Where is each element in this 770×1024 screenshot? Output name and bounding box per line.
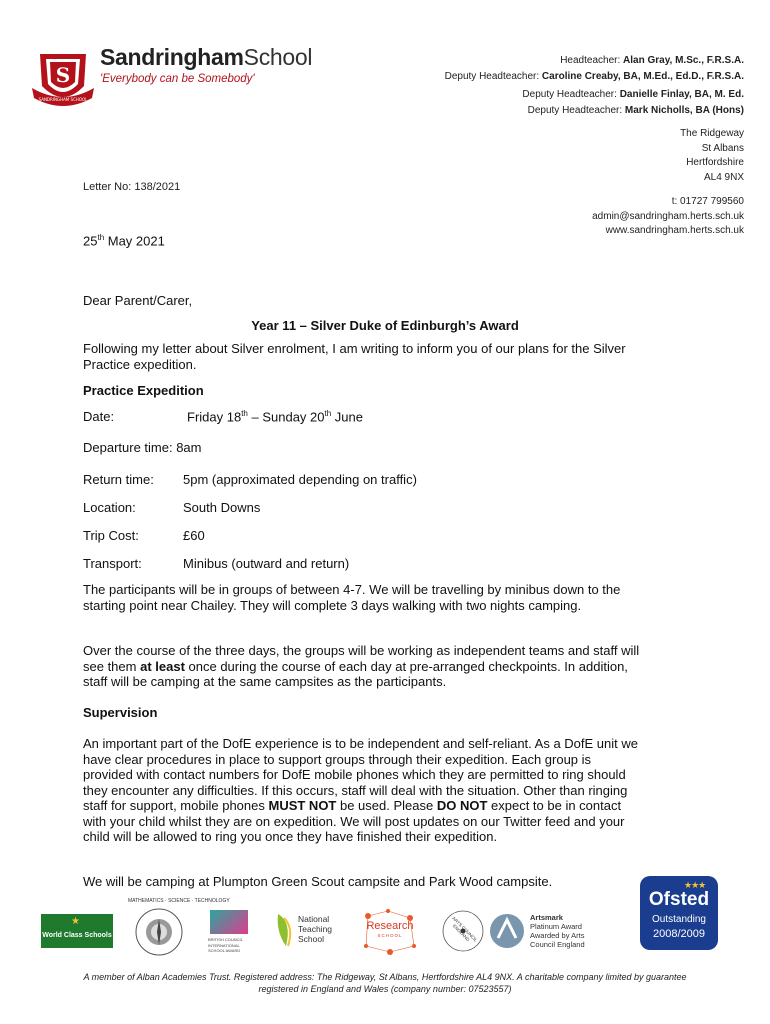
website-link[interactable]: www.sandringham.herts.sch.uk [605,225,744,236]
school-address [680,127,744,185]
headteacher-line [560,55,744,66]
footer-line: A member of Alban Academies Trust. Registered address: The Ridgeway, St Albans, Hertfordshire AL4 9NX. A charitable company limited by guarantee [83,972,687,982]
date-end-suffix: th [324,409,332,418]
accreditation-logos [38,874,728,964]
date-month-year: May 2021 [104,233,165,249]
date-day: 25 [83,233,98,249]
staff-role: Deputy Headteacher: [444,71,540,82]
logo-label-line: National [298,914,330,924]
detail-value [187,409,363,424]
ofsted-outstanding-logo [640,876,718,950]
return-time-row [83,472,543,490]
paragraph-text: once during the course of each day at pre-arranged checkpoints. In addition, staff will be camping at the same campsites as the participants. [83,658,628,689]
logo-label-line: Artsmark [530,913,563,922]
logo-label: INTERNATIONAL SCHOOL AWARD [208,943,241,953]
logo-label-line: School [298,934,324,944]
research-school-logo [358,906,422,956]
international-school-award-logo [208,910,250,954]
logo-label: BRITISH COUNCIL [208,937,243,942]
trip-cost-row [83,528,483,546]
leaf-icon [274,910,296,950]
school-crest-logo [30,48,96,110]
world-class-schools-logo [41,914,113,948]
staff-name: Danielle Finlay, BA, M. Ed. [619,89,744,100]
detail-value: Minibus (outward and return) [183,556,350,571]
date-month: June [331,409,363,425]
intro-paragraph: Following my letter about Silver enrolment, I am writing to inform you of our plans for the Silver Practice expedition. [83,341,626,372]
logo-label: 2008/2009 [653,928,705,940]
phone-number: t: 01727 799560 [671,196,744,207]
letter-date [83,233,165,248]
school-motto: 'Everybody can be Somebody' [100,73,255,85]
email-link[interactable]: admin@sandringham.herts.sch.uk [592,210,744,222]
national-teaching-school-logo [274,910,344,954]
paragraph-text: An important part of the DofE experience is to be independent and self-reliant. As a DofE unit we have clear procedures in place to support groups through their expedition. Each group is provided with contact numbers for DofE mobile phones which they are permitted to ring should they encounter any difficulties. If this occurs, staff will deal with the situation. Other than ringing staff for support, mobile phones [83,736,638,813]
paragraph-text: be used. Please [336,798,437,813]
logo-label-line: Teaching [298,924,333,934]
isa-globe-icon [210,910,248,934]
detail-value: 5pm (approximated depending on traffic) [183,472,417,487]
address-line: St Albans [701,142,744,154]
logo-label: Research [366,920,414,932]
deputy-headteacher-line [528,105,744,116]
staff-role: Headteacher: [560,55,621,66]
detail-value: South Downs [183,500,261,515]
logo-label [530,913,585,949]
deputy-headteacher-line [445,71,744,82]
emphasis-text: DO NOT [436,798,488,813]
supervision-paragraph [83,736,641,845]
detail-value: £60 [183,528,205,543]
logo-label: Outstanding [652,914,706,925]
logo-label: Ofsted [648,889,710,910]
salutation: Dear Parent/Carer, [83,293,193,308]
artsmark-platinum-logo [488,910,604,954]
address-line: Hertfordshire [686,157,744,168]
detail-label: Trip Cost: [83,528,139,543]
date-start-suffix: th [241,409,248,418]
staff-checkpoints-paragraph [83,643,653,690]
deputy-headteacher-line [522,89,744,100]
school-contact [592,195,744,239]
groups-paragraph: The participants will be in groups of between 4-7. We will be travelling by minibus down to the starting point near Chailey. They will complete 3 days walking with two nights camping. [83,582,621,613]
staff-role: Deputy Headteacher: [527,105,623,116]
school-name-light: School [243,44,313,70]
campsite-paragraph: We will be camping at Plumpton Green Scout campsite and Park Wood campsite. [83,874,553,889]
star-icon: ★★★ [684,880,706,890]
staff-name: Mark Nicholls, BA (Hons) [624,105,744,116]
supervision-heading: Supervision [83,705,158,720]
star-icon: ★ [71,916,80,927]
trip-date-row [83,409,483,427]
paragraph-text: expect to be in contact with your child whilst they are on expedition. We will post updates on our Twitter feed and your child will be allowed to ring you once they have finished their expedition. [83,798,625,844]
address-line: AL4 9NX [703,171,744,183]
logo-label [298,914,332,944]
svg-text:S: S [55,63,71,87]
paragraph-text: Over the course of the three days, the groups will be working as independent teams and staff will see them [83,643,640,674]
crest-ribbon-text: SANDRINGHAM SCHOOL [38,97,88,102]
transport-row [83,556,483,574]
emphasis-text: at least [140,658,185,674]
staff-name: Alan Gray, M.Sc., F.R.S.A. [623,55,744,66]
logo-label-line: Awarded by Arts [530,931,585,940]
logo-label: World Class Schools [42,932,112,939]
departure-time-row: Departure time: 8am [83,440,202,455]
detail-label: Return time: [83,472,154,487]
logo-label-line: Platinum Award [530,922,582,931]
logo-label: MATHEMATICS · SCIENCE · TECHNOLOGY [128,898,230,904]
detail-label: Transport: [83,556,142,571]
artsmark-icon [488,912,526,950]
location-row [83,500,483,518]
address-line: The Ridgeway [680,128,744,139]
page-footer [0,971,770,995]
detail-label: Location: [83,500,136,515]
letter-title: Year 11 – Silver Duke of Edinburgh’s Award [251,318,519,333]
emphasis-text: MUST NOT [268,798,337,813]
arts-council-england-logo [440,908,486,954]
date-suffix: th [97,233,105,242]
school-name [100,44,312,71]
staff-name: Caroline Creaby, BA, M.Ed., Ed.D., F.R.S.A. [541,71,744,82]
practice-expedition-heading: Practice Expedition [83,383,204,398]
letter-number: Letter No: 138/2021 [83,181,181,193]
school-name-bold: Sandringham [100,44,244,70]
footer-line: registered in England and Wales (company number: 07523557) [258,984,512,994]
logo-label: ARTS COUNCIL ENGLAND [451,915,479,943]
logo-label-line: Council England [530,940,585,949]
date-start: Friday 18 [187,409,242,425]
staff-role: Deputy Headteacher: [522,89,617,100]
logo-label: SCHOOL [377,933,403,938]
detail-label: Date: [83,409,115,424]
date-end: – Sunday 20 [247,409,325,425]
